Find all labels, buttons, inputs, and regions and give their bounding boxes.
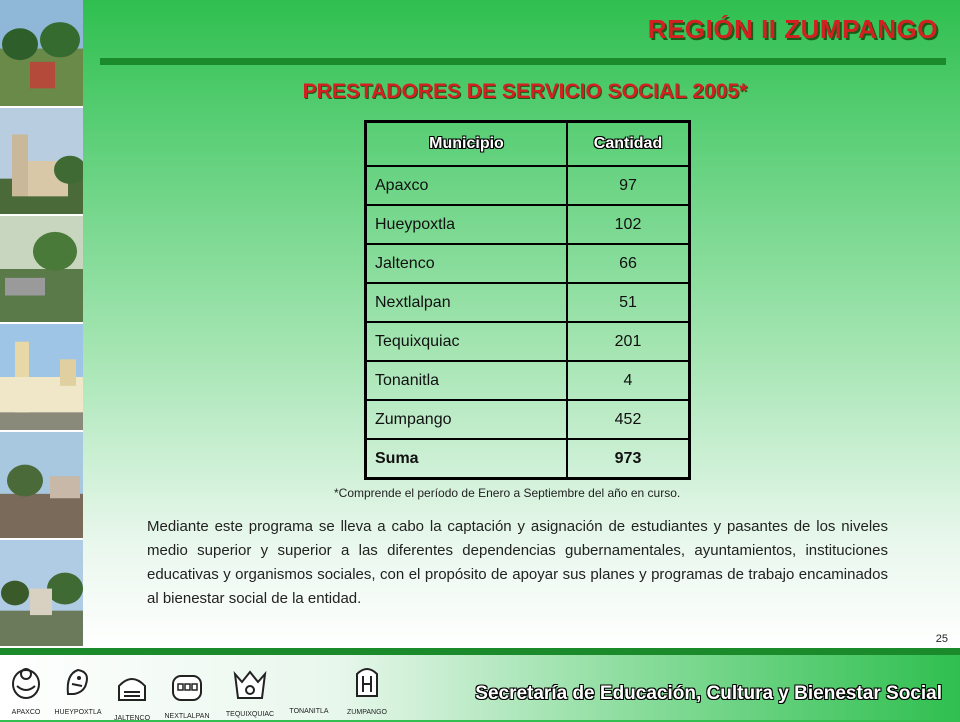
zumpango-glyph-icon <box>349 664 385 700</box>
cell-municipio: Apaxco <box>366 166 568 205</box>
secretaria-title: Secretaría de Educación, Cultura y Bienestar Social <box>475 683 942 704</box>
photo-church <box>0 108 83 216</box>
footnote: *Comprende el período de Enero a Septiembre del año en curso. <box>334 486 681 500</box>
cell-municipio: Zumpango <box>366 400 568 439</box>
logo-label: TONANITLA <box>289 708 329 715</box>
logo-tonanitla <box>286 704 332 715</box>
data-table <box>364 120 691 480</box>
hueypoxtla-glyph-icon <box>60 664 96 700</box>
logo-label: JALTENCO <box>113 715 151 722</box>
nextlalpan-glyph-icon <box>169 668 205 704</box>
logo-label: NEXTLALPAN <box>164 713 210 720</box>
tequixquiac-glyph-icon <box>232 666 268 702</box>
description-paragraph: Mediante este programa se lleva a cabo la captación y asignación de estudiantes y pasantes de los niveles medio superior y superior a las diferentes dependencias gubernamentales, ayuntamientos, instituciones educativas y organismos sociales, con el propósito de apoyar sus planes y programas de trabajo encaminados al bienestar social de la entidad. <box>147 518 888 607</box>
total-label: Suma <box>366 439 568 479</box>
logo-tequixquiac <box>224 666 276 718</box>
title-divider <box>100 58 946 65</box>
cell-cantidad: 4 <box>567 361 690 400</box>
logo-label: ZUMPANGO <box>347 709 387 716</box>
cell-cantidad: 51 <box>567 283 690 322</box>
logo-zumpango <box>344 664 390 716</box>
table-row <box>366 283 690 322</box>
logo-apaxco <box>8 664 44 716</box>
photo-kiosk <box>0 540 83 648</box>
photo-park <box>0 216 83 324</box>
region-title: REGIÓN II ZUMPANGO <box>647 14 938 44</box>
table-row <box>366 400 690 439</box>
cell-municipio: Nextlalpan <box>366 283 568 322</box>
page-number: 25 <box>935 633 948 645</box>
cell-cantidad: 201 <box>567 322 690 361</box>
photo-street <box>0 432 83 540</box>
apaxco-glyph-icon <box>8 664 44 700</box>
logo-label: APAXCO <box>11 709 41 716</box>
table-row <box>366 322 690 361</box>
table-row <box>366 244 690 283</box>
jaltenco-glyph-icon <box>114 670 150 706</box>
logo-label: HUEYPOXTLA <box>54 709 102 716</box>
cell-cantidad: 102 <box>567 205 690 244</box>
logo-nextlalpan <box>162 668 212 720</box>
cell-municipio: Tequixquiac <box>366 322 568 361</box>
municipality-logos <box>0 660 405 720</box>
total-value: 973 <box>567 439 690 479</box>
page-title: PRESTADORES DE SERVICIO SOCIAL 2005* <box>302 80 748 103</box>
logo-label: TEQUIXQUIAC <box>225 711 275 718</box>
table-row <box>366 361 690 400</box>
cell-municipio: Jaltenco <box>366 244 568 283</box>
cell-municipio: Hueypoxtla <box>366 205 568 244</box>
cell-municipio: Tonanitla <box>366 361 568 400</box>
cell-cantidad: 66 <box>567 244 690 283</box>
footer-divider <box>0 648 960 655</box>
cell-cantidad: 452 <box>567 400 690 439</box>
cell-cantidad: 97 <box>567 166 690 205</box>
logo-hueypoxtla <box>52 664 104 716</box>
column-header-municipio: Municipio <box>366 122 568 167</box>
logo-jaltenco <box>112 670 152 722</box>
photo-palace <box>0 324 83 432</box>
table-row <box>366 205 690 244</box>
table-total-row <box>366 439 690 479</box>
table-header-row <box>366 122 690 167</box>
table-row <box>366 166 690 205</box>
column-header-cantidad: Cantidad <box>567 122 690 167</box>
